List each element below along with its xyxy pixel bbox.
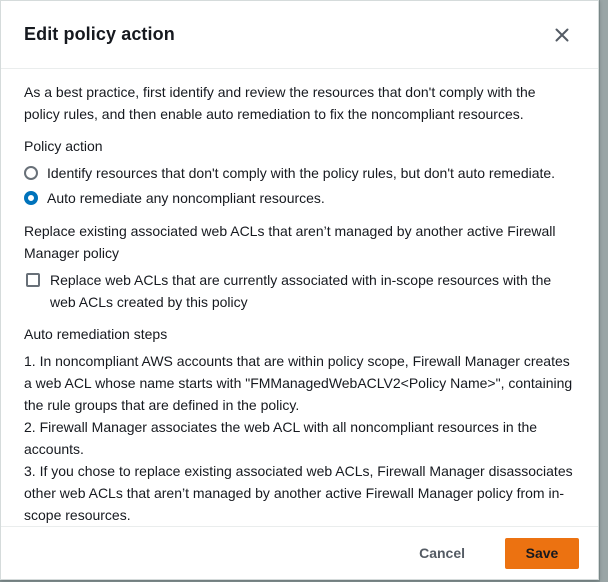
save-button[interactable]: Save — [505, 538, 579, 569]
step-item-1: 1. In noncompliant AWS accounts that are within policy scope, Firewall Manager creates a web ACL whose name starts with "FMManagedWebACLV2<Policy Name>", containing the rule groups that are defined in the policy. — [24, 353, 573, 413]
modal-footer — [1, 526, 598, 579]
radio-identify-label: Identify resources that don't comply with the policy rules, but don't auto remediate. — [47, 165, 556, 181]
cancel-button[interactable]: Cancel — [407, 538, 477, 568]
step-item-3: 3. If you chose to replace existing associated web ACLs, Firewall Manager disassociates other web ACLs that aren’t managed by another active Firewall Manager policy from in-scope resources. — [24, 463, 573, 523]
radio-option-auto-remediate[interactable] — [24, 187, 575, 211]
radio-auto-remediate-label: Auto remediate any noncompliant resources. — [47, 190, 325, 206]
step-item-2: 2. Firewall Manager associates the web ACL with all noncompliant resources in the accounts. — [24, 419, 538, 457]
policy-action-label: Policy action — [24, 138, 103, 154]
replace-acls-label: Replace existing associated web ACLs that aren’t managed by another active Firewall Manager policy — [24, 223, 556, 261]
replace-acls-checkbox-label: Replace web ACLs that are currently associated with in-scope resources with the web ACLs created by this policy — [50, 272, 552, 310]
policy-action-radio-group — [24, 162, 575, 211]
modal-body — [1, 69, 598, 526]
radio-identify[interactable] — [24, 166, 38, 180]
modal-title: Edit policy action — [24, 24, 175, 44]
radio-auto-remediate[interactable] — [24, 191, 38, 205]
modal-header — [1, 1, 598, 69]
replace-acls-checkbox[interactable] — [26, 273, 40, 287]
close-button[interactable] — [550, 23, 574, 47]
radio-option-identify[interactable] — [24, 162, 575, 186]
modal-backdrop — [600, 0, 608, 582]
auto-remediation-steps — [24, 350, 575, 526]
intro-text: As a best practice, first identify and review the resources that don't comply with the policy rules, and then enable auto remediation to fix the noncompliant resources. — [24, 84, 536, 122]
close-icon — [555, 28, 569, 42]
auto-remediation-steps-label: Auto remediation steps — [24, 326, 168, 342]
replace-acls-checkbox-row[interactable] — [24, 269, 575, 313]
